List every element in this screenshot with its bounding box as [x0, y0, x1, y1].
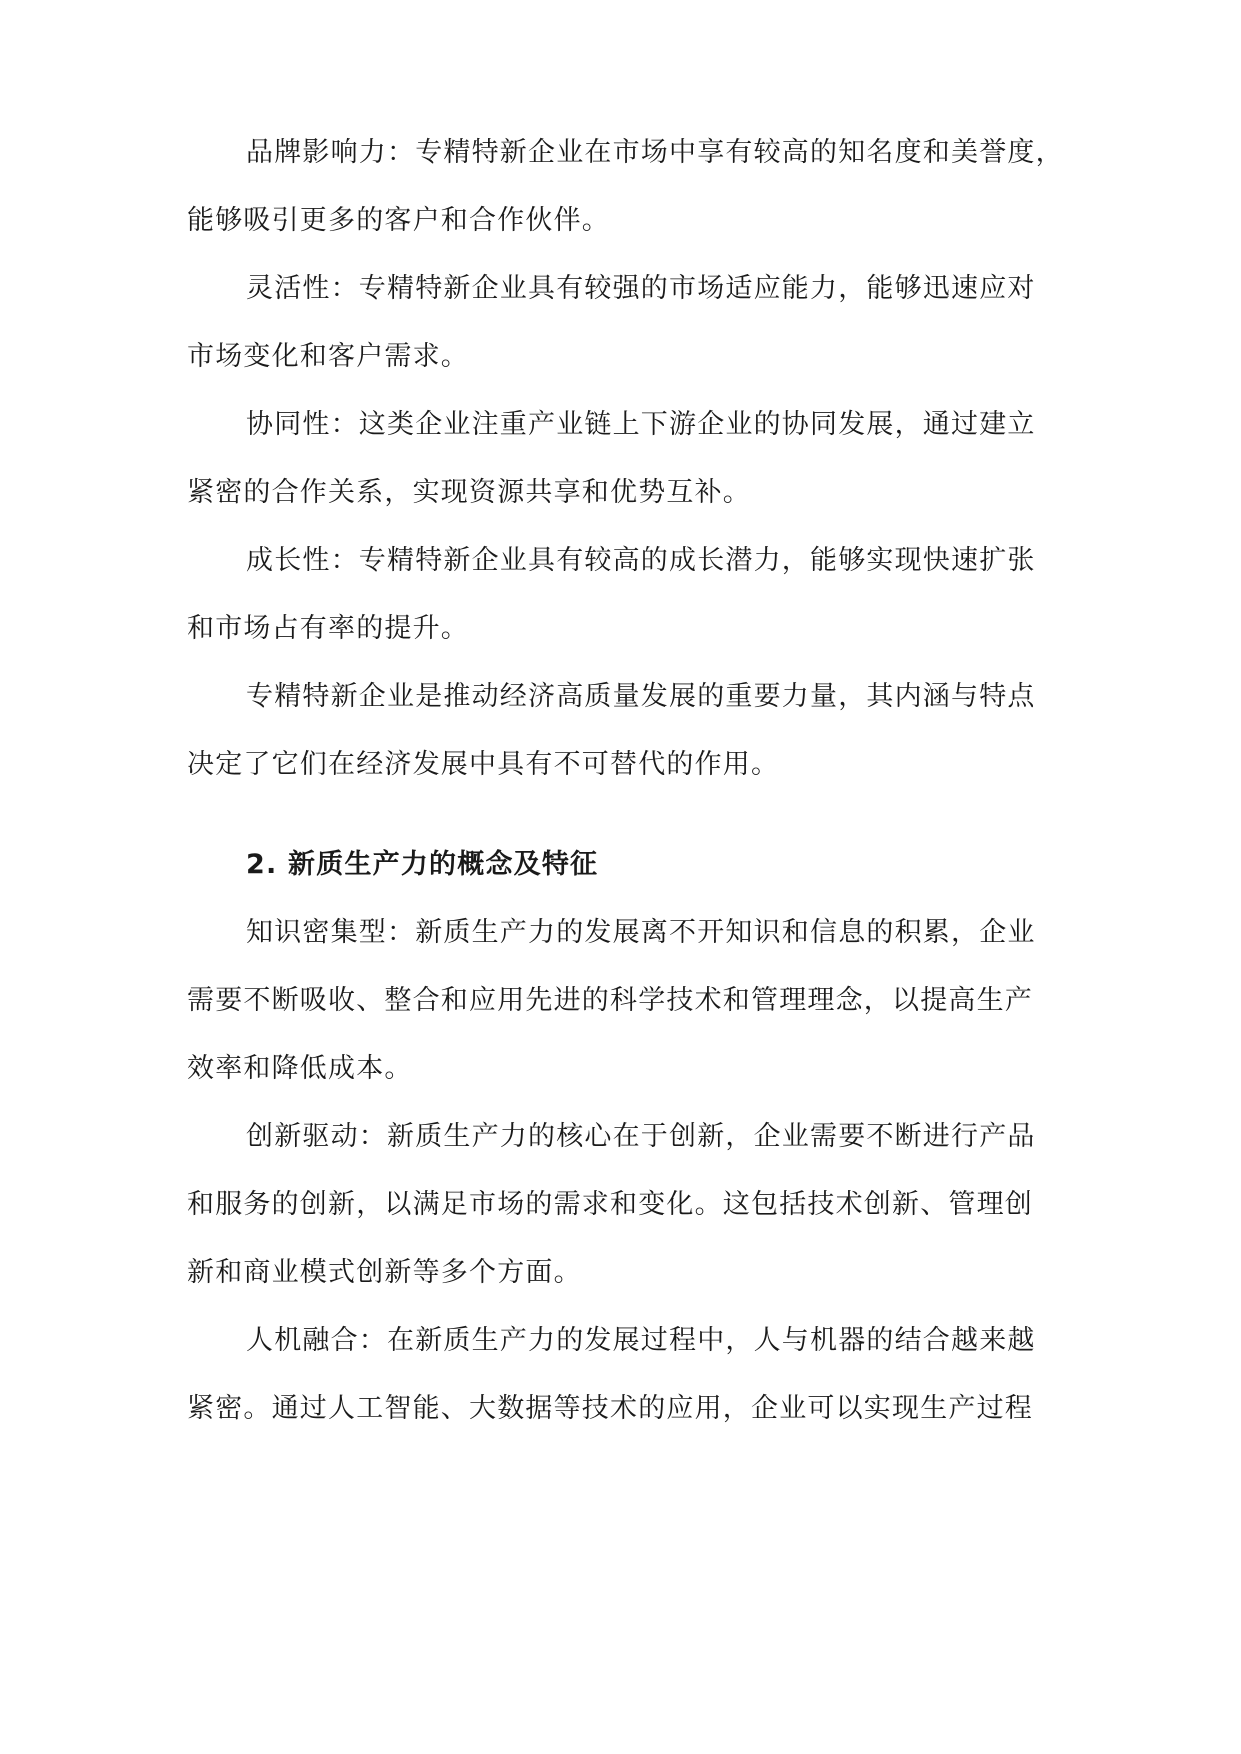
paragraph-summary-line-1: 专精特新企业是推动经济高质量发展的重要力量，其内涵与特点 — [246, 681, 1036, 712]
paragraph-growth-line-2: 和市场占有率的提升。 — [187, 613, 469, 644]
paragraph-synergy-line-2: 紧密的合作关系，实现资源共享和优势互补。 — [187, 477, 751, 508]
paragraph-knowledge-line-1: 知识密集型：新质生产力的发展离不开知识和信息的积累，企业 — [246, 917, 1036, 948]
paragraph-innovation-line-3: 新和商业模式创新等多个方面。 — [187, 1257, 582, 1288]
paragraph-growth-line-1: 成长性：专精特新企业具有较高的成长潜力，能够实现快速扩张 — [246, 545, 1036, 576]
paragraph-innovation-line-1: 创新驱动：新质生产力的核心在于创新，企业需要不断进行产品 — [246, 1121, 1036, 1152]
paragraph-flexibility-line-1: 灵活性：专精特新企业具有较强的市场适应能力，能够迅速应对 — [246, 273, 1036, 304]
paragraph-human-machine-line-2: 紧密。通过人工智能、大数据等技术的应用，企业可以实现生产过程 — [187, 1393, 1033, 1424]
paragraph-brand-influence-line-1: 品牌影响力：专精特新企业在市场中享有较高的知名度和美誉度， — [246, 137, 1064, 168]
paragraph-summary-line-2: 决定了它们在经济发展中具有不可替代的作用。 — [187, 749, 780, 780]
paragraph-flexibility-line-2: 市场变化和客户需求。 — [187, 341, 469, 372]
paragraph-human-machine-line-1: 人机融合：在新质生产力的发展过程中，人与机器的结合越来越 — [246, 1325, 1036, 1356]
paragraph-innovation-line-2: 和服务的创新，以满足市场的需求和变化。这包括技术创新、管理创 — [187, 1189, 1033, 1220]
paragraph-knowledge-line-3: 效率和降低成本。 — [187, 1053, 413, 1084]
paragraph-synergy-line-1: 协同性：这类企业注重产业链上下游企业的协同发展，通过建立 — [246, 409, 1036, 440]
section-heading: 2. 新质生产力的概念及特征 — [246, 849, 599, 880]
paragraph-brand-influence-line-2: 能够吸引更多的客户和合作伙伴。 — [187, 205, 610, 236]
paragraph-knowledge-line-2: 需要不断吸收、整合和应用先进的科学技术和管理理念，以提高生产 — [187, 985, 1033, 1016]
